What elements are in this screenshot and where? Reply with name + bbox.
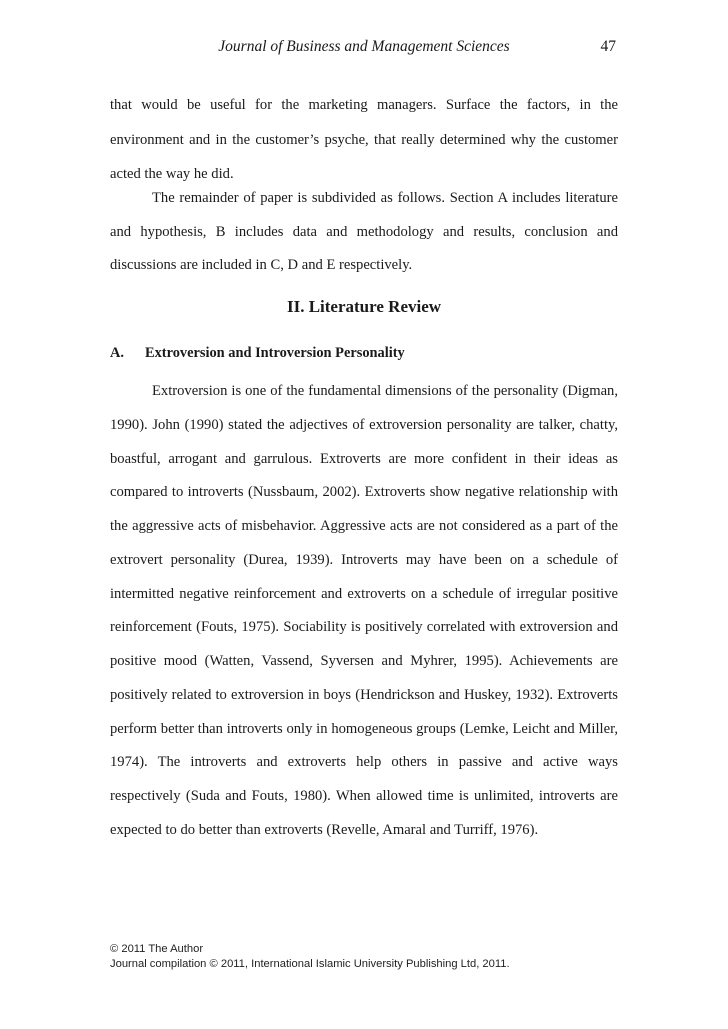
subsection-heading — [110, 345, 405, 362]
page-footer — [110, 942, 510, 972]
journal-title: Journal of Business and Management Sciences — [218, 38, 510, 55]
page-header — [0, 38, 728, 62]
section-heading: II. Literature Review — [286, 297, 442, 316]
journal-compilation-line: Journal compilation © 2011, International Islamic University Publishing Ltd, 2011. — [110, 958, 510, 970]
subsection-number: A. — [110, 345, 124, 361]
paragraph-paper-outline: The remainder of paper is subdivided as follows. Section A includes literature and hypothesis, B includes data and methodology and results, conclusion and discussions are included in C, D and E respectively. — [110, 190, 618, 274]
paragraph-extroversion: Extroversion is one of the fundamental dimensions of the personality (Digman, 1990). John (1990) stated the adjectives of extroversion personality are talker, chatty, boastful, arrogant and garrulous. Extroverts are more confident in their ideas as compared to introverts (Nussbaum, 2002). Extroverts show negative relationship with the aggressive acts of misbehavior. Aggressive acts are not considered as a part of the extrovert personality (Durea, 1939). Introverts may have been on a schedule of intermitted negative reinforcement and extroverts on a schedule of irregular positive reinforcement (Fouts, 1975). Sociability is positively correlated with extroversion and positive mood (Watten, Vassend, Syversen and Myhrer, 1995). Achievements are positively related to extroversion in boys (Hendrickson and Huskey, 1932). Extroverts perform better than introverts only in homogeneous groups (Lemke, Leicht and Miller, 1974). The introverts and extroverts help others in passive and active ways respectively (Suda and Fouts, 1980). When allowed time is unlimited, introverts are expected to do better than extroverts (Revelle, Amaral and Turriff, 1976). — [110, 383, 618, 838]
paragraph-continuation: that would be useful for the marketing managers. Surface the factors, in the environment and in the customer’s psyche, that really determined why the customer acted the way he did. — [110, 97, 618, 182]
subsection-title: Extroversion and Introversion Personality — [145, 345, 405, 361]
page-number: 47 — [600, 38, 616, 55]
copyright-line: © 2011 The Author — [110, 943, 204, 955]
